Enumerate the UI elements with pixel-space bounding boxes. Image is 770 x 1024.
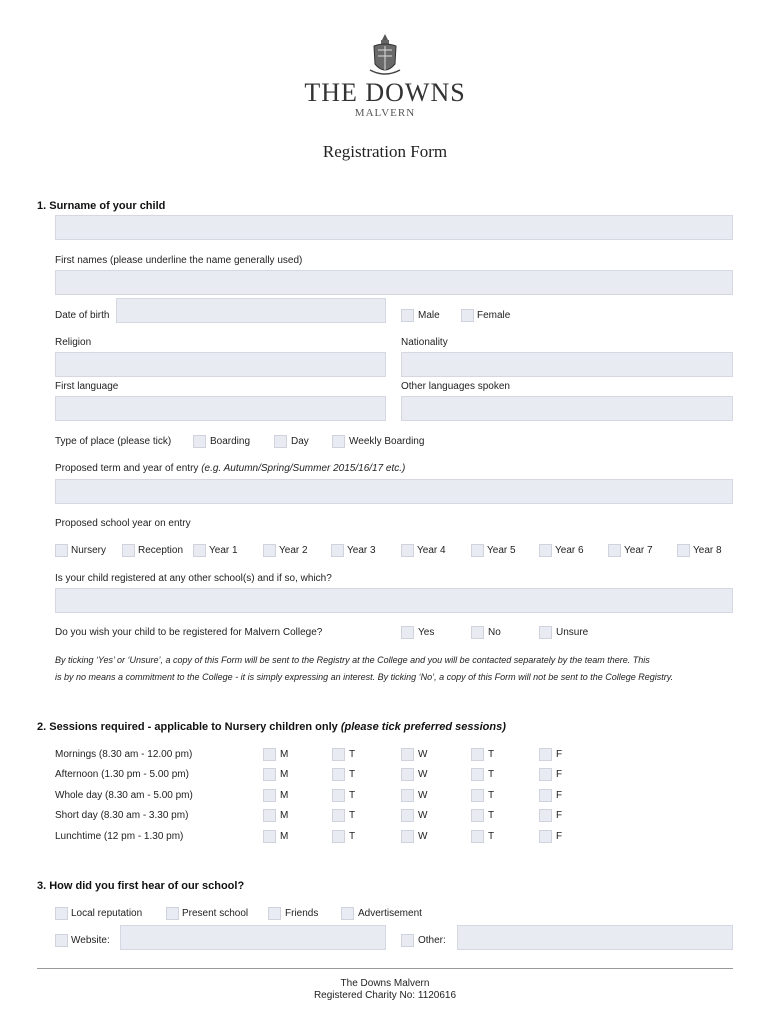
local-reputation-label: Local reputation bbox=[71, 908, 143, 919]
school-year-label: Nursery bbox=[71, 545, 107, 556]
advertisement-label: Advertisement bbox=[358, 908, 422, 919]
session-day-checkbox[interactable] bbox=[471, 748, 484, 761]
session-day-label: T bbox=[349, 831, 356, 842]
session-day-checkbox[interactable] bbox=[471, 789, 484, 802]
other-school-label: Is your child registered at any other school(s) and if so, which? bbox=[55, 573, 332, 584]
session-day-label: M bbox=[280, 769, 289, 780]
advertisement-checkbox[interactable] bbox=[341, 907, 354, 920]
website-checkbox[interactable] bbox=[55, 934, 68, 947]
malvern-no-checkbox[interactable] bbox=[471, 626, 484, 639]
malvern-label: Do you wish your child to be registered for Malvern College? bbox=[55, 627, 323, 638]
other-school-field[interactable] bbox=[55, 588, 733, 613]
footer-divider bbox=[37, 968, 733, 969]
form-title: Registration Form bbox=[322, 142, 448, 161]
session-day-checkbox[interactable] bbox=[471, 768, 484, 781]
present-school-checkbox[interactable] bbox=[166, 907, 179, 920]
session-label: Mornings (8.30 am - 12.00 pm) bbox=[55, 749, 193, 760]
session-day-checkbox[interactable] bbox=[471, 830, 484, 843]
religion-field[interactable] bbox=[55, 352, 386, 377]
website-label: Website: bbox=[71, 935, 110, 946]
session-day-label: F bbox=[556, 749, 563, 760]
session-day-checkbox[interactable] bbox=[401, 809, 414, 822]
session-day-label: W bbox=[418, 790, 428, 801]
school-year-label: Year 3 bbox=[347, 545, 376, 556]
session-day-checkbox[interactable] bbox=[539, 789, 552, 802]
dob-label: Date of birth bbox=[55, 310, 110, 321]
friends-label: Friends bbox=[285, 908, 319, 919]
session-day-label: T bbox=[488, 831, 495, 842]
session-day-label: T bbox=[488, 769, 495, 780]
session-day-checkbox[interactable] bbox=[263, 830, 276, 843]
session-day-checkbox[interactable] bbox=[539, 830, 552, 843]
malvern-note-line-2: is by no means a commitment to the College - it is simply expressing an interest. By ticking ‘No’, a copy of this Form will not be sent to the College Registry. bbox=[55, 672, 674, 682]
entry-hint: (e.g. Autumn/Spring/Summer 2015/16/17 etc.) bbox=[201, 463, 406, 474]
session-day-checkbox[interactable] bbox=[263, 768, 276, 781]
boarding-label: Boarding bbox=[210, 436, 251, 447]
session-day-checkbox[interactable] bbox=[332, 830, 345, 843]
malvern-no-label: No bbox=[488, 627, 501, 638]
session-day-checkbox[interactable] bbox=[263, 748, 276, 761]
session-day-label: W bbox=[418, 749, 428, 760]
session-day-label: W bbox=[418, 769, 428, 780]
session-day-label: T bbox=[349, 790, 356, 801]
boarding-checkbox[interactable] bbox=[193, 435, 206, 448]
school-year-label: Year 6 bbox=[555, 545, 584, 556]
male-label: Male bbox=[418, 310, 440, 321]
nationality-label: Nationality bbox=[401, 337, 448, 348]
session-day-label: T bbox=[488, 810, 495, 821]
first-names-field[interactable] bbox=[55, 270, 733, 295]
entry-label bbox=[55, 463, 405, 475]
session-day-label: W bbox=[418, 810, 428, 821]
first-names-label: First names (please underline the name generally used) bbox=[55, 255, 303, 266]
school-year-label: Reception bbox=[138, 545, 184, 556]
session-label: Afternoon (1.30 pm - 5.00 pm) bbox=[55, 769, 189, 780]
session-day-checkbox[interactable] bbox=[401, 748, 414, 761]
session-day-checkbox[interactable] bbox=[263, 789, 276, 802]
school-year-label: Proposed school year on entry bbox=[55, 518, 191, 529]
school-year-checkbox[interactable] bbox=[401, 544, 414, 557]
session-day-label: F bbox=[556, 790, 563, 801]
weekly-boarding-checkbox[interactable] bbox=[332, 435, 345, 448]
session-day-label: T bbox=[488, 790, 495, 801]
school-crest-icon bbox=[368, 32, 402, 80]
present-school-label: Present school bbox=[182, 908, 249, 919]
school-year-checkbox[interactable] bbox=[193, 544, 206, 557]
school-year-checkbox[interactable] bbox=[471, 544, 484, 557]
weekly-boarding-label: Weekly Boarding bbox=[349, 436, 425, 447]
session-day-checkbox[interactable] bbox=[332, 748, 345, 761]
session-label: Whole day (8.30 am - 5.00 pm) bbox=[55, 790, 193, 801]
section-2-heading-text: 2. Sessions required - applicable to Nursery children only bbox=[37, 721, 338, 733]
other-field[interactable] bbox=[457, 925, 733, 950]
school-name: THE DOWNS bbox=[304, 78, 466, 107]
session-day-checkbox[interactable] bbox=[539, 748, 552, 761]
session-day-checkbox[interactable] bbox=[332, 789, 345, 802]
day-label: Day bbox=[291, 436, 309, 447]
website-field[interactable] bbox=[120, 925, 386, 950]
school-year-checkbox[interactable] bbox=[608, 544, 621, 557]
session-day-label: T bbox=[349, 810, 356, 821]
session-day-label: T bbox=[349, 769, 356, 780]
section-2-heading bbox=[37, 721, 506, 733]
place-type-label: Type of place (please tick) bbox=[55, 436, 172, 447]
friends-checkbox[interactable] bbox=[268, 907, 281, 920]
religion-label: Religion bbox=[55, 337, 92, 348]
malvern-unsure-checkbox[interactable] bbox=[539, 626, 552, 639]
dob-field[interactable] bbox=[116, 298, 386, 323]
day-checkbox[interactable] bbox=[274, 435, 287, 448]
session-day-label: M bbox=[280, 831, 289, 842]
nationality-field[interactable] bbox=[401, 352, 733, 377]
school-year-label: Year 5 bbox=[487, 545, 516, 556]
session-day-label: F bbox=[556, 769, 563, 780]
female-checkbox[interactable] bbox=[461, 309, 474, 322]
first-language-field[interactable] bbox=[55, 396, 386, 421]
entry-field[interactable] bbox=[55, 479, 733, 504]
school-year-checkbox[interactable] bbox=[263, 544, 276, 557]
school-year-checkbox[interactable] bbox=[331, 544, 344, 557]
entry-label-text: Proposed term and year of entry bbox=[55, 463, 199, 474]
school-year-checkbox[interactable] bbox=[122, 544, 135, 557]
school-year-label: Year 8 bbox=[693, 545, 722, 556]
session-label: Short day (8.30 am - 3.30 pm) bbox=[55, 810, 189, 821]
school-year-checkbox[interactable] bbox=[539, 544, 552, 557]
session-day-checkbox[interactable] bbox=[332, 768, 345, 781]
school-year-checkbox[interactable] bbox=[677, 544, 690, 557]
surname-field[interactable] bbox=[55, 215, 733, 240]
footer-line-2: Registered Charity No: 1120616 bbox=[313, 990, 457, 1001]
school-year-label: Year 2 bbox=[279, 545, 308, 556]
session-day-checkbox[interactable] bbox=[471, 809, 484, 822]
session-label: Lunchtime (12 pm - 1.30 pm) bbox=[55, 831, 184, 842]
other-checkbox[interactable] bbox=[401, 934, 414, 947]
malvern-yes-label: Yes bbox=[418, 627, 435, 638]
session-day-label: W bbox=[418, 831, 428, 842]
session-day-checkbox[interactable] bbox=[539, 768, 552, 781]
local-reputation-checkbox[interactable] bbox=[55, 907, 68, 920]
session-day-label: T bbox=[488, 749, 495, 760]
female-label: Female bbox=[477, 310, 511, 321]
malvern-yes-checkbox[interactable] bbox=[401, 626, 414, 639]
session-day-label: M bbox=[280, 749, 289, 760]
malvern-unsure-label: Unsure bbox=[556, 627, 589, 638]
session-day-label: M bbox=[280, 810, 289, 821]
section-1-heading: 1. Surname of your child bbox=[37, 200, 166, 212]
school-year-label: Year 4 bbox=[417, 545, 446, 556]
other-label: Other: bbox=[418, 935, 446, 946]
first-language-label: First language bbox=[55, 381, 119, 392]
session-day-checkbox[interactable] bbox=[539, 809, 552, 822]
section-2-heading-hint: (please tick preferred sessions) bbox=[340, 721, 506, 733]
footer-line-1: The Downs Malvern bbox=[340, 978, 430, 989]
school-year-label: Year 1 bbox=[209, 545, 238, 556]
session-day-label: M bbox=[280, 790, 289, 801]
session-day-label: T bbox=[349, 749, 356, 760]
malvern-note-line-1: By ticking ‘Yes’ or ‘Unsure’, a copy of this Form will be sent to the Registry at the College and you will be contacted separately by the team there. This bbox=[55, 655, 650, 665]
session-day-checkbox[interactable] bbox=[332, 809, 345, 822]
session-day-checkbox[interactable] bbox=[401, 789, 414, 802]
school-year-checkbox[interactable] bbox=[55, 544, 68, 557]
section-3-heading: 3. How did you first hear of our school? bbox=[37, 880, 245, 892]
other-languages-field[interactable] bbox=[401, 396, 733, 421]
school-year-label: Year 7 bbox=[624, 545, 653, 556]
session-day-checkbox[interactable] bbox=[401, 768, 414, 781]
session-day-label: F bbox=[556, 831, 563, 842]
session-day-checkbox[interactable] bbox=[401, 830, 414, 843]
school-location: MALVERN bbox=[354, 107, 416, 119]
session-day-label: F bbox=[556, 810, 563, 821]
other-languages-label: Other languages spoken bbox=[401, 381, 510, 392]
male-checkbox[interactable] bbox=[401, 309, 414, 322]
session-day-checkbox[interactable] bbox=[263, 809, 276, 822]
